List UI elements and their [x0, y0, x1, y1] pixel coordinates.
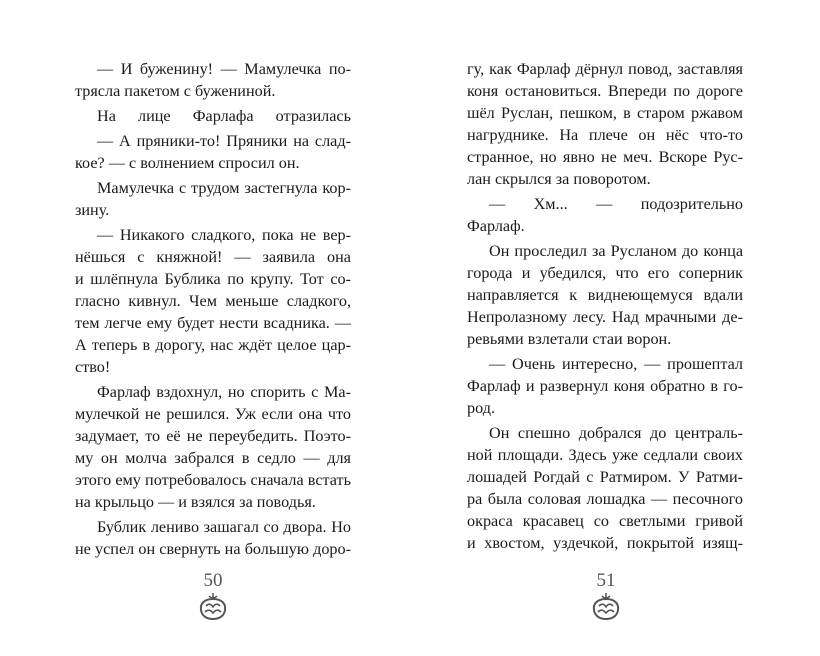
right-page-text [467, 58, 743, 554]
text-line: ной площади. Здесь уже седлали своих [467, 446, 743, 464]
text-line: на крыльцо — и взялся за поводья. [75, 493, 316, 511]
text-line: му он молча забрался в седло — для [75, 449, 351, 467]
text-line: не успел он свернуть на большую доро- [75, 540, 351, 558]
text-line: Фарлаф. [467, 217, 525, 235]
text-line: А теперь в дорогу, нас ждёт целое цар- [75, 336, 351, 354]
text-line: Непролазному лесу. Над мрачными де- [467, 308, 743, 326]
ornament-icon [591, 592, 621, 620]
ornament-icon [198, 592, 228, 620]
text-line: гласно кивнул. Чем меньше сладкого, [75, 292, 351, 310]
text-line: Он спешно добрался до централь- [489, 424, 743, 442]
left-page-text [75, 58, 351, 560]
text-line: — Никакого сладкого, пока не вер- [97, 226, 351, 244]
text-line: ревьями взлетали стаи ворон. [467, 330, 672, 348]
text-line: мулечкой не решился. Уж если она что [75, 405, 351, 423]
text-line: странное, но явно не меч. Вскоре Рус- [467, 148, 743, 166]
text-line: Он проследил за Русланом до конца [489, 242, 743, 260]
text-line: тем легче ему будет нести всадника. — [75, 314, 351, 332]
text-line: лошадей Рогдай с Ратмиром. У Ратми- [467, 468, 743, 486]
text-line: нагруднике. На плече он нёс что-то [467, 126, 743, 144]
text-line: кое? — с волнением спросил он. [75, 154, 300, 172]
text-line: нёшься с княжной! — заявила она [75, 248, 351, 266]
text-line: города и убедился, что его соперник [467, 264, 743, 282]
text-line: направляется к виднеющемуся вдали [467, 286, 743, 304]
page-number-left: 50 [203, 570, 223, 591]
text-line: шёл Руслан, пешком, в старом ржавом [467, 104, 743, 122]
text-line: Мамулечка с трудом застегнула кор- [97, 179, 351, 197]
text-line: — Очень интересно, — прошептал [489, 355, 743, 373]
text-line: Фарлаф вздохнул, но спорить с Ма- [97, 383, 351, 401]
text-line: этого ему потребовалось сначала встать [75, 471, 351, 489]
text-line: лан скрылся за поворотом. [467, 170, 651, 188]
text-line: — Хм... — подозрительно [489, 195, 743, 213]
text-line: окраса красавец со светлыми гривой [467, 512, 743, 530]
text-line: ство! [75, 358, 111, 376]
text-line: — А пряники-то! Пряники на слад- [97, 132, 351, 150]
text-line: ра была соловая лошадка — песочного [467, 490, 743, 508]
text-line: и хвостом, уздечкой, покрытой изящ- [467, 534, 743, 552]
text-line: коня остановиться. Впереди по дороге [467, 82, 743, 100]
text-line: зину. [75, 201, 110, 219]
text-line: задумает, то её не переубедить. Поэто- [75, 427, 351, 445]
text-line: и шлёпнула Бублика по крупу. Тот со- [75, 270, 351, 288]
text-line: — И буженину! — Мамулечка по- [97, 60, 351, 78]
text-line: гу, как Фарлаф дёрнул повод, заставляя [467, 60, 743, 78]
page-number-right: 51 [596, 570, 616, 591]
text-line: род. [467, 399, 496, 417]
text-line: Бублик лениво зашагал со двора. Но [97, 518, 351, 536]
text-line: трясла пакетом с бужениной. [75, 82, 276, 100]
text-line: Фарлаф и развернул коня обратно в го- [467, 377, 743, 395]
text-line: На лице Фарлафа отразилась [97, 107, 351, 125]
